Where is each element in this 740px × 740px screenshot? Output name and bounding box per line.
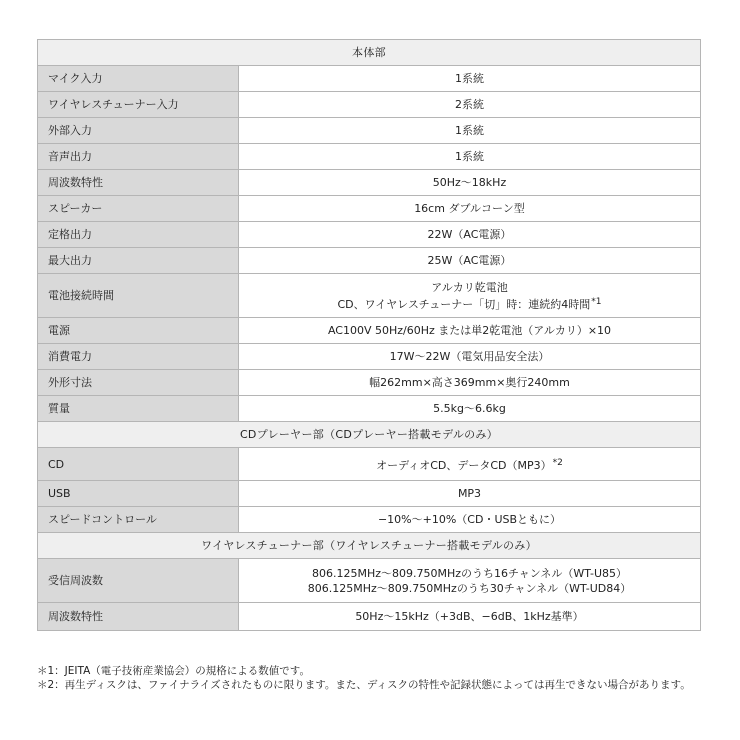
row-label: 質量 <box>38 396 239 422</box>
row-label: スピーカー <box>38 196 239 222</box>
value-line <box>239 295 700 312</box>
table-row <box>38 66 701 92</box>
section-title: CDプレーヤー部（CDプレーヤー搭載モデルのみ） <box>38 422 701 448</box>
table-row <box>38 118 701 144</box>
table-row <box>38 507 701 533</box>
row-value: AC100V 50Hz/60Hz または単2乾電池（アルカリ）×10 <box>239 318 701 344</box>
row-label: 電池接続時間 <box>38 274 239 318</box>
row-value: 幅262mm×高さ369mm×奥行240mm <box>239 370 701 396</box>
row-label: 受信周波数 <box>38 559 239 603</box>
footnote-1: ＊1：JEITA（電子技術産業協会）の規格による数値です。 <box>37 665 310 677</box>
spec-table <box>37 39 701 631</box>
value-line: アルカリ乾電池 <box>431 280 508 294</box>
table-row <box>38 170 701 196</box>
section-title: ワイヤレスチューナー部（ワイヤレスチューナー搭載モデルのみ） <box>38 533 701 559</box>
row-label: 定格出力 <box>38 222 239 248</box>
table-row <box>38 396 701 422</box>
row-value: 1系統 <box>239 66 701 92</box>
row-value: 16cm ダブルコーン型 <box>239 196 701 222</box>
table-row <box>38 603 701 631</box>
row-value: 25W（AC電源） <box>239 248 701 274</box>
row-value: 1系統 <box>239 144 701 170</box>
row-label: 音声出力 <box>38 144 239 170</box>
row-label: 周波数特性 <box>38 603 239 631</box>
row-value: −10%〜+10%（CD・USBともに） <box>239 507 701 533</box>
table-row <box>38 318 701 344</box>
table-row <box>38 92 701 118</box>
row-value: 5.5kg〜6.6kg <box>239 396 701 422</box>
value-line-text: CD、ワイヤレスチューナー「切」時：連続約4時間 <box>337 297 591 311</box>
footnote-mark: *2 <box>552 457 563 468</box>
section-header-main <box>38 40 701 66</box>
row-label: 消費電力 <box>38 344 239 370</box>
table-row <box>38 196 701 222</box>
row-label: 電源 <box>38 318 239 344</box>
row-value: 2系統 <box>239 92 701 118</box>
row-value: 1系統 <box>239 118 701 144</box>
row-value: 50Hz〜18kHz <box>239 170 701 196</box>
table-row <box>38 248 701 274</box>
section-header-wireless <box>38 533 701 559</box>
row-value: 50Hz〜15kHz（+3dB、−6dB、1kHz基準） <box>239 603 701 631</box>
value-line: 806.125MHz〜809.750MHzのうち30チャンネル（WT-UD84） <box>307 581 632 595</box>
row-label: 外形寸法 <box>38 370 239 396</box>
table-row <box>38 222 701 248</box>
table-row <box>38 559 701 603</box>
value-line: 806.125MHz〜809.750MHzのうち16チャンネル（WT-U85） <box>312 566 627 580</box>
table-row <box>38 448 701 481</box>
table-row <box>38 481 701 507</box>
row-label: スピードコントロール <box>38 507 239 533</box>
row-label: 外部入力 <box>38 118 239 144</box>
row-value <box>239 559 701 603</box>
section-title: 本体部 <box>38 40 701 66</box>
footnote-2: ＊2：再生ディスクは、ファイナライズされたものに限ります。また、ディスクの特性や記録状態によっては再生できない場合があります。 <box>37 679 691 691</box>
row-value: MP3 <box>239 481 701 507</box>
section-header-cd <box>38 422 701 448</box>
value-text: オーディオCD、データCD（MP3） <box>376 458 552 472</box>
row-label: 周波数特性 <box>38 170 239 196</box>
row-value <box>239 274 701 318</box>
table-row <box>38 144 701 170</box>
row-label: CD <box>38 448 239 481</box>
table-row <box>38 370 701 396</box>
footnote-mark: *1 <box>591 296 602 307</box>
row-label: 最大出力 <box>38 248 239 274</box>
row-value: 22W（AC電源） <box>239 222 701 248</box>
table-row <box>38 344 701 370</box>
footnotes <box>37 664 702 692</box>
row-value <box>239 448 701 481</box>
table-row <box>38 274 701 318</box>
row-label: USB <box>38 481 239 507</box>
row-value: 17W〜22W（電気用品安全法） <box>239 344 701 370</box>
row-label: ワイヤレスチューナー入力 <box>38 92 239 118</box>
row-label: マイク入力 <box>38 66 239 92</box>
